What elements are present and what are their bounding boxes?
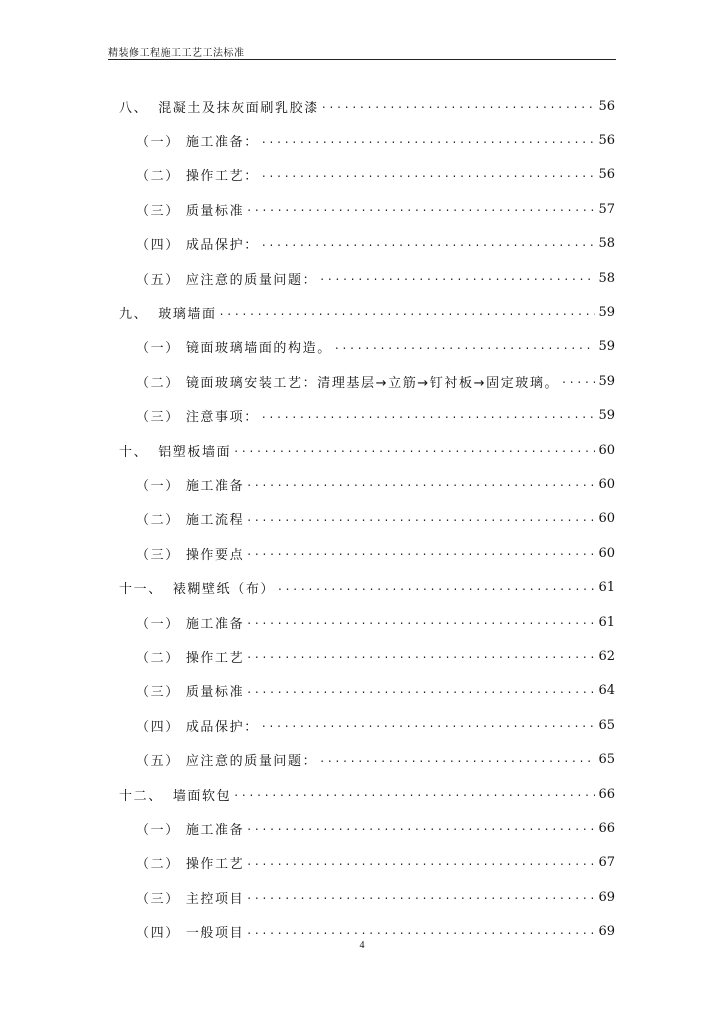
toc-entry-title: 操作工艺：	[185, 169, 259, 185]
toc-entry-page: 60	[598, 545, 615, 561]
toc-entry-page: 64	[598, 683, 615, 699]
toc-entry-title: 质量标准	[185, 203, 245, 219]
toc-entry-number: （二）	[136, 857, 180, 873]
toc-entry-number: （二）	[136, 650, 180, 666]
toc-entry-number: （五）	[136, 754, 180, 770]
toc-entry-page: 66	[598, 786, 615, 802]
toc-entry-page: 58	[598, 270, 615, 286]
toc-entry-page: 60	[598, 442, 615, 458]
toc-entry-title: 施工准备	[185, 616, 245, 632]
dot-leader	[234, 442, 595, 458]
toc-entry	[119, 708, 615, 742]
dot-leader	[320, 752, 595, 768]
toc-entry-page: 56	[598, 98, 615, 114]
toc-entry-page: 59	[598, 373, 615, 389]
toc-entry-number: （一）	[136, 616, 180, 632]
toc-entry-number: （三）	[136, 685, 180, 701]
dot-leader	[262, 408, 596, 424]
toc-entry-number: （一）	[136, 822, 180, 838]
dot-leader	[262, 236, 596, 252]
dot-leader	[320, 270, 595, 286]
toc-entry-title: 成品保护：	[185, 238, 259, 254]
toc-entry-page: 65	[598, 717, 615, 733]
dot-leader	[220, 305, 596, 321]
toc-entry-page: 57	[598, 201, 615, 217]
toc-entry-number: （三）	[136, 410, 180, 426]
toc-entry-title: 墙面软包	[172, 788, 232, 804]
toc-entry-title: 操作工艺	[185, 650, 245, 666]
toc-entry	[119, 880, 615, 914]
toc-entry	[119, 158, 615, 192]
toc-entry	[119, 674, 615, 708]
toc-entry-page: 69	[598, 924, 615, 940]
toc-entry	[119, 846, 615, 880]
dot-leader	[247, 924, 595, 940]
toc-entry-number: （三）	[136, 547, 180, 563]
toc-entry	[119, 536, 615, 570]
toc-entry-title: 应注意的质量问题：	[185, 272, 318, 288]
toc-entry-number: （二）	[136, 169, 180, 185]
dot-leader	[562, 373, 595, 389]
toc-entry-title: 混凝土及抹灰面刷乳胶漆	[158, 100, 319, 116]
toc-entry-number: （一）	[136, 135, 180, 151]
dot-leader	[247, 820, 595, 836]
toc-entry-page: 69	[598, 889, 615, 905]
toc-entry-page: 59	[598, 408, 615, 424]
toc-entry-page: 67	[598, 855, 615, 871]
dot-leader	[247, 855, 595, 871]
toc-entry-number: （二）	[136, 513, 180, 529]
toc-entry-title: 玻璃墙面	[158, 307, 217, 323]
header-rule	[108, 59, 616, 60]
dot-leader	[247, 648, 595, 664]
toc-entry-title: 裱糊壁纸（布）	[172, 582, 276, 598]
toc-entry-page: 61	[598, 614, 615, 630]
toc-entry-page: 65	[598, 752, 615, 768]
toc-entry-number: 十、	[119, 444, 149, 460]
dot-leader	[335, 339, 596, 355]
toc-entry	[119, 742, 615, 776]
toc-entry-page: 61	[598, 580, 615, 596]
toc-entry	[119, 502, 615, 536]
dot-leader	[322, 98, 596, 114]
running-header: 精装修工程施工工艺工法标准	[108, 48, 245, 59]
toc-entry-number: （四）	[136, 926, 180, 942]
toc-entry	[119, 570, 615, 604]
toc-entry-title: 镜面玻璃安装工艺：清理基层→立筋→钉衬板→固定玻璃。	[185, 375, 560, 391]
toc-entry-page: 66	[598, 820, 615, 836]
toc-entry-page: 59	[598, 339, 615, 355]
dot-leader	[247, 201, 595, 217]
toc-entry-number: （三）	[136, 891, 180, 907]
toc-entry	[119, 605, 615, 639]
toc-entry-page: 62	[598, 648, 615, 664]
toc-entry	[119, 123, 615, 157]
toc-entry-number: （一）	[136, 341, 180, 357]
toc-entry-number: （二）	[136, 375, 180, 391]
toc-entry-title: 铝塑板墙面	[158, 444, 232, 460]
toc-entry-page: 60	[598, 511, 615, 527]
toc-entry	[119, 777, 615, 811]
toc-entry-page: 60	[598, 476, 615, 492]
toc-entry-title: 成品保护：	[185, 719, 259, 735]
dot-leader	[247, 614, 595, 630]
toc-entry-number: 八、	[119, 100, 149, 116]
toc-entry	[119, 399, 615, 433]
toc-entry	[119, 330, 615, 364]
table-of-contents	[119, 89, 615, 949]
toc-entry	[119, 811, 615, 845]
toc-entry-number: （三）	[136, 203, 180, 219]
dot-leader	[247, 889, 595, 905]
dot-leader	[247, 511, 595, 527]
dot-leader	[247, 683, 595, 699]
toc-entry	[119, 364, 615, 398]
dot-leader	[278, 580, 595, 596]
toc-entry-page: 56	[598, 167, 615, 183]
toc-entry-title: 主控项目	[185, 891, 245, 907]
toc-entry-page: 59	[598, 305, 615, 321]
dot-leader	[247, 545, 595, 561]
toc-entry-page: 56	[598, 133, 615, 149]
dot-leader	[262, 167, 596, 183]
toc-entry	[119, 261, 615, 295]
toc-entry-title: 一般项目	[185, 926, 245, 942]
toc-entry	[119, 192, 615, 226]
toc-entry-number: 十一、	[119, 582, 163, 598]
dot-leader	[234, 786, 595, 802]
toc-entry-number: （五）	[136, 272, 180, 288]
toc-entry-title: 施工准备：	[185, 135, 259, 151]
dot-leader	[247, 476, 595, 492]
toc-entry-number: （四）	[136, 238, 180, 254]
toc-entry-number: 十二、	[119, 788, 163, 804]
toc-entry-title: 施工流程	[185, 513, 245, 529]
toc-entry	[119, 227, 615, 261]
toc-entry-number: （四）	[136, 719, 180, 735]
toc-entry-title: 操作工艺	[185, 857, 245, 873]
toc-entry-title: 施工准备	[185, 478, 245, 494]
toc-entry-number: 九、	[119, 307, 149, 323]
dot-leader	[262, 717, 596, 733]
page-number: 4	[359, 940, 365, 951]
toc-entry-page: 58	[598, 236, 615, 252]
toc-entry-title: 操作要点	[185, 547, 245, 563]
toc-entry	[119, 89, 615, 123]
toc-entry	[119, 639, 615, 673]
toc-entry-title: 施工准备	[185, 822, 245, 838]
toc-entry	[119, 295, 615, 329]
dot-leader	[262, 133, 596, 149]
toc-entry	[119, 433, 615, 467]
toc-entry-number: （一）	[136, 478, 180, 494]
toc-entry	[119, 467, 615, 501]
toc-entry-title: 镜面玻璃墙面的构造。	[185, 341, 332, 357]
toc-entry-title: 注意事项：	[185, 410, 259, 426]
toc-entry-title: 质量标准	[185, 685, 245, 701]
toc-entry-title: 应注意的质量问题：	[185, 754, 318, 770]
